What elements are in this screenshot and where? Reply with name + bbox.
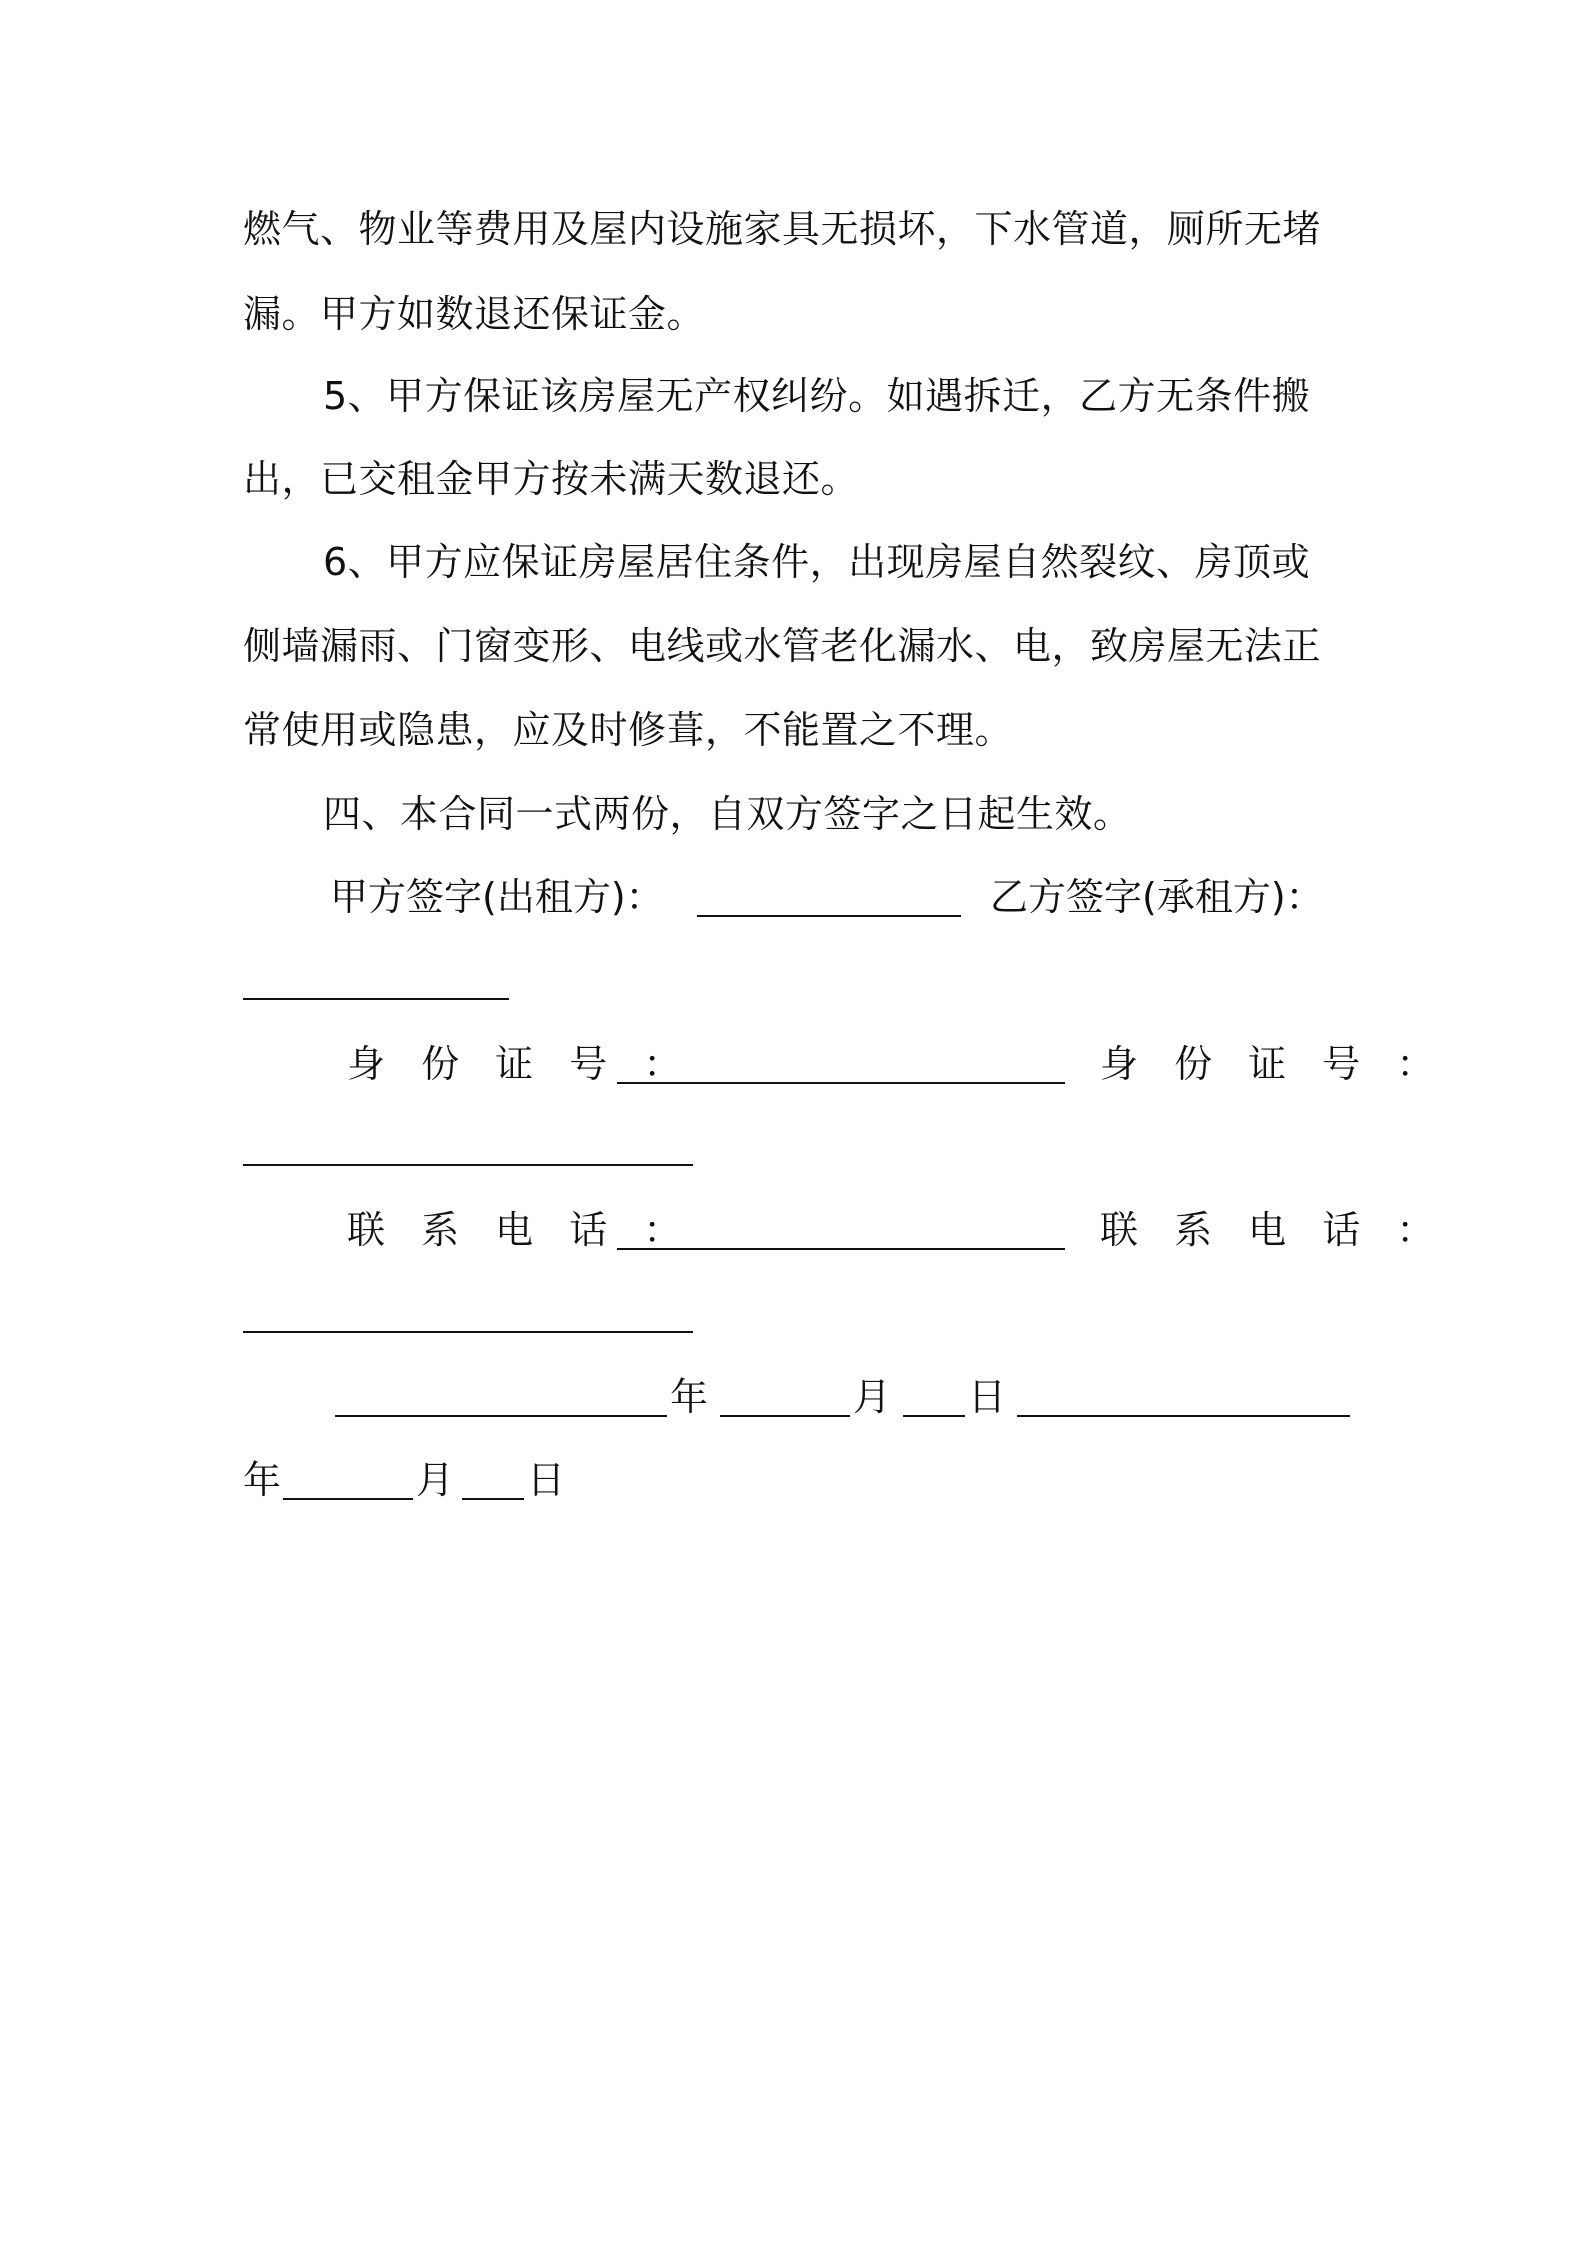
party-a-month-blank[interactable]: [720, 1415, 850, 1417]
party-b-day-label: 日: [527, 1458, 566, 1502]
party-b-id-blank[interactable]: [243, 1164, 693, 1166]
paragraph-line-2: 漏。甲方如数退还保证金。: [243, 292, 706, 336]
party-a-id-blank[interactable]: [617, 1082, 1065, 1084]
party-b-phone-label: 联 系 电 话 ：: [1100, 1208, 1447, 1252]
paragraph-line-1: 燃气、物业等费用及屋内设施家具无损坏，下水管道，厕所无堵: [243, 207, 1322, 251]
party-a-signature-label: 甲方签字(出租方)：: [330, 875, 664, 919]
clause-6-line-3: 常使用或隐患，应及时修葺，不能置之不理。: [243, 708, 1014, 752]
clause-5-line-1: 5、甲方保证该房屋无产权纠纷。如遇拆迁，乙方无条件搬: [323, 374, 1311, 418]
party-b-signature-label: 乙方签字(承租方)：: [990, 875, 1324, 919]
clause-four: 四、本合同一式两份，自双方签字之日起生效。: [323, 792, 1132, 836]
party-b-phone-blank[interactable]: [243, 1331, 693, 1333]
clause-5-line-2: 出，已交租金甲方按未满天数退还。: [243, 457, 860, 501]
party-a-signature-blank[interactable]: [697, 915, 961, 917]
party-a-id-label: 身 份 证 号 ：: [347, 1042, 694, 1086]
party-b-year-label: 年: [243, 1458, 282, 1502]
party-b-signature-blank[interactable]: [243, 998, 509, 1000]
party-b-month-label: 月: [416, 1458, 455, 1502]
party-a-phone-label: 联 系 电 话 ：: [347, 1208, 694, 1252]
party-a-month-label: 月: [853, 1375, 892, 1419]
party-a-phone-blank[interactable]: [617, 1248, 1065, 1250]
party-a-year-blank[interactable]: [335, 1415, 667, 1417]
clause-6-line-2: 侧墙漏雨、门窗变形、电线或水管老化漏水、电，致房屋无法正: [243, 624, 1322, 668]
party-b-year-blank[interactable]: [1017, 1415, 1350, 1417]
party-b-month-blank[interactable]: [283, 1498, 413, 1500]
party-b-day-blank[interactable]: [462, 1498, 524, 1500]
party-b-id-label: 身 份 证 号 ：: [1100, 1042, 1447, 1086]
party-a-day-label: 日: [968, 1375, 1007, 1419]
party-a-year-label: 年: [670, 1375, 709, 1419]
clause-6-line-1: 6、甲方应保证房屋居住条件，出现房屋自然裂纹、房顶或: [323, 540, 1311, 584]
party-a-day-blank[interactable]: [903, 1415, 965, 1417]
